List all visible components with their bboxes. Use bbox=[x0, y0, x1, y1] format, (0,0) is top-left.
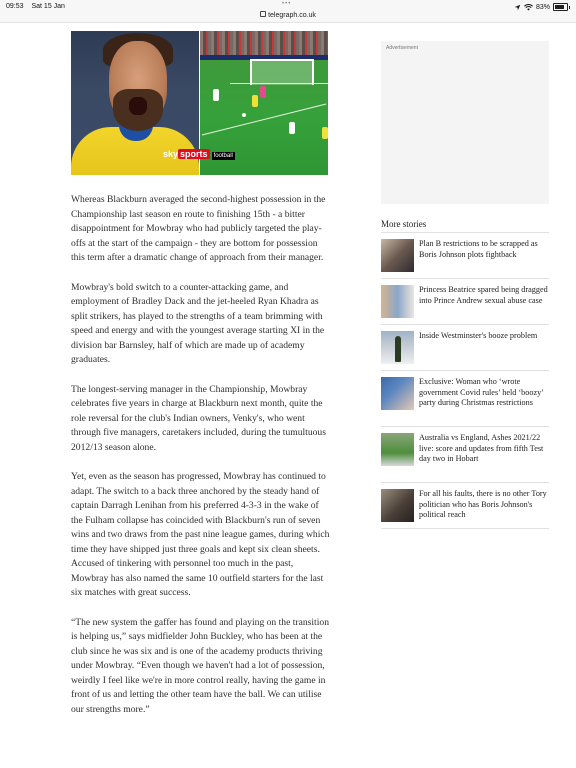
lock-icon bbox=[260, 11, 266, 17]
story-thumbnail bbox=[381, 433, 414, 466]
player-mouth bbox=[129, 97, 147, 115]
status-date: Sat 15 Jan bbox=[31, 3, 65, 10]
pitch-line bbox=[202, 104, 326, 136]
advertisement-slot[interactable] bbox=[381, 41, 549, 204]
url-text: telegraph.co.uk bbox=[268, 12, 316, 19]
story-item[interactable] bbox=[381, 483, 549, 529]
article-paragraph: “The new system the gaffer has found and playing on the transition is helping us,” says midfielder John Buckley, who has been at the club since he was six and is one of the academy products thriving under Mowbray. “Even though we haven't had a lot of possession, weirdly I feel like we're in more control really, having the game in front of us and letting the other team have the ball. We can utilise our strengths more.” bbox=[71, 616, 329, 715]
story-thumbnail bbox=[381, 285, 414, 318]
article-paragraph: Mowbray's bold switch to a counter-attacking game, and employment of Bradley Dack and the jet-heeled Ryan Khadra as split strikers, has played to the strengths of a team brimming with speed and energy and with the youngest average starting XI in the division bar Barnsley, half of which are made up of academy graduates. bbox=[71, 281, 325, 365]
more-stories-heading: More stories bbox=[381, 219, 427, 229]
player-yellow bbox=[322, 127, 328, 139]
ball bbox=[242, 113, 246, 117]
article-paragraph: Yet, even as the season has progressed, Mowbray has continued to adapt. The switch to a back three anchored by the steady hand of captain Darragh Lenihan from his preferred 4-3-3 in the wake of the Fulham collapse has coincided with Blackburn's run of seven wins and two draws from the past nine league games, during which time they have shipped just three goals and kept six clean sheets. Accused of tinkering with personnel too much in the past, Mowbray has also named the same 10 outfield starters for the last six matches with great success. bbox=[71, 471, 330, 598]
more-dots-icon[interactable]: ••• bbox=[282, 1, 292, 7]
goal-net bbox=[250, 59, 314, 85]
hero-image[interactable] bbox=[71, 31, 328, 175]
address-bar[interactable] bbox=[0, 11, 576, 19]
story-title[interactable]: Exclusive: Woman who ‘wrote government Covid rules’ held ‘boozy’ party during Christmas restrictions bbox=[419, 377, 544, 407]
story-thumbnail bbox=[381, 377, 414, 410]
player-white bbox=[213, 89, 219, 101]
status-left bbox=[6, 3, 71, 10]
sky-logo-text: sky bbox=[163, 149, 179, 159]
story-item[interactable] bbox=[381, 279, 549, 325]
story-title[interactable]: Princess Beatrice spared being dragged into Prince Andrew sexual abuse case bbox=[419, 285, 548, 305]
battery-icon bbox=[553, 3, 568, 11]
status-time: 09:53 bbox=[6, 3, 24, 10]
story-title[interactable]: Inside Westminster's booze problem bbox=[419, 331, 538, 340]
story-thumbnail bbox=[381, 331, 414, 364]
sky-sports-logo bbox=[163, 149, 235, 159]
sports-logo-text: sports bbox=[180, 149, 208, 159]
article-paragraph: Whereas Blackburn averaged the second-highest possession in the Championship last season en route to finishing 15th - a bitter disappointment for Mowbray who had publicly targeted the play-offs at the start of the campaign - they are bottom for possession this term after a dramatic change of approach from their manager. bbox=[71, 194, 326, 263]
story-item[interactable] bbox=[381, 233, 549, 279]
story-title[interactable]: For all his faults, there is no other Tory politician who has Boris Johnson's political reach bbox=[419, 489, 547, 519]
status-bar bbox=[0, 0, 576, 23]
stadium-stands bbox=[200, 31, 328, 57]
article-body bbox=[71, 193, 331, 732]
pitch-line bbox=[230, 83, 328, 84]
football-logo-text: football bbox=[213, 153, 233, 159]
wifi-icon bbox=[524, 4, 533, 11]
story-item[interactable] bbox=[381, 427, 549, 483]
goalkeeper bbox=[260, 86, 266, 98]
story-thumbnail bbox=[381, 239, 414, 272]
battery-percent: 83% bbox=[535, 3, 550, 11]
article-paragraph: The longest-serving manager in the Championship, Mowbray celebrates five years in charge at Blackburn next month, quite the role reversal for the club's Indian owners, Venky's, who went through five managers, caretakers included, during the tumultuous 2012/13 season alone. bbox=[71, 383, 326, 453]
location-arrow-icon bbox=[514, 4, 521, 11]
player-yellow bbox=[252, 95, 258, 107]
story-title[interactable]: Plan B restrictions to be scrapped as Boris Johnson plots fightback bbox=[419, 239, 538, 259]
advertisement-label: Advertisement bbox=[386, 45, 418, 51]
player-white bbox=[289, 122, 295, 134]
story-thumbnail bbox=[381, 489, 414, 522]
battery-tip bbox=[569, 6, 570, 9]
story-item[interactable] bbox=[381, 371, 549, 427]
story-title[interactable]: Australia vs England, Ashes 2021/22 live: score and updates from fifth Test day two in Hobart bbox=[419, 433, 544, 463]
more-stories-list bbox=[381, 232, 549, 529]
status-right bbox=[514, 3, 570, 11]
story-item[interactable] bbox=[381, 325, 549, 371]
